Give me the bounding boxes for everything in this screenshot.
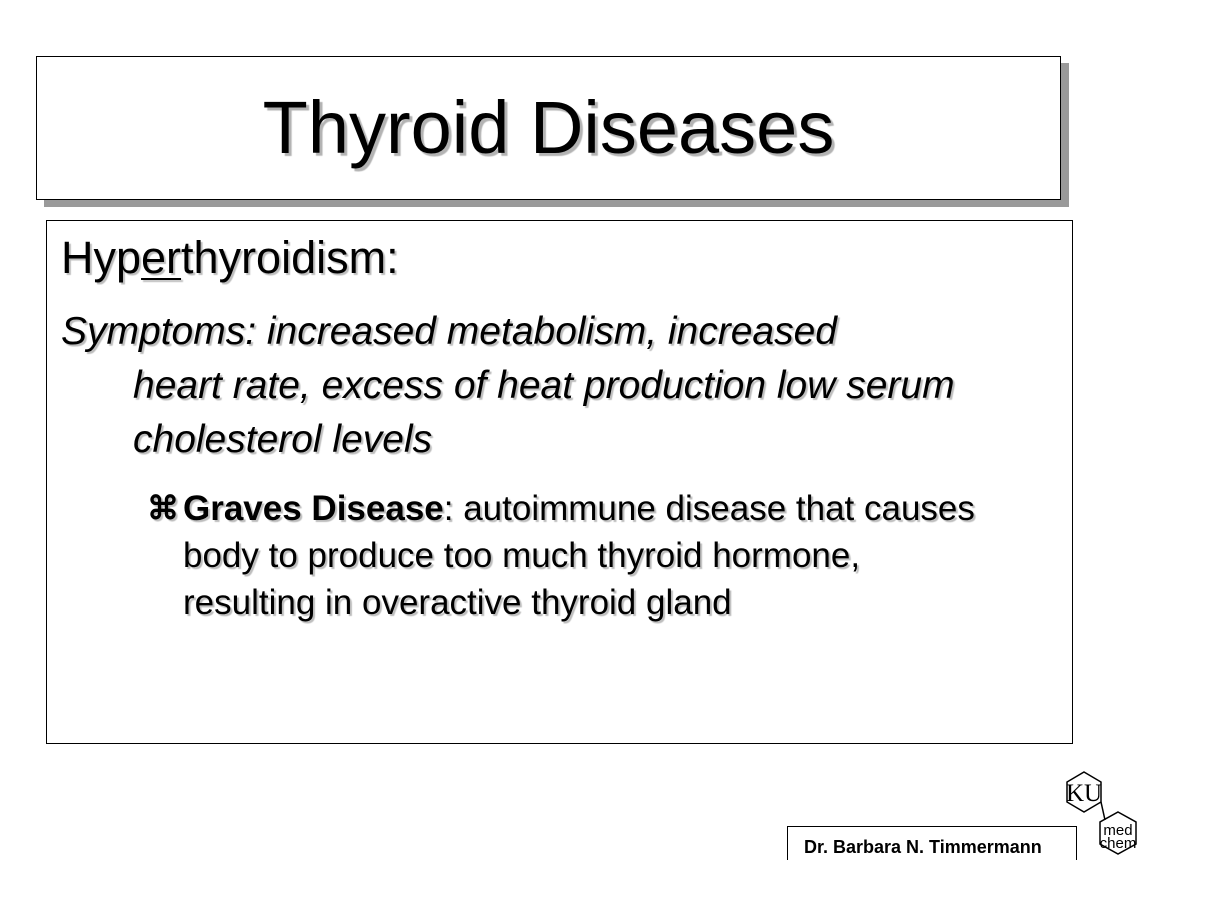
content-box	[46, 220, 1073, 744]
title-box	[36, 56, 1061, 200]
bullet-line-1-rest: : autoimmune disease that causes	[443, 489, 975, 528]
symptoms-line-2: heart rate, excess of heat production low serum	[133, 364, 955, 407]
heading-part-pre: Hyp	[61, 232, 142, 283]
ku-medchem-logo	[1060, 769, 1142, 861]
heading-part-underlined: er	[141, 232, 182, 283]
bullet-line-2: body to produce too much thyroid hormone,	[183, 536, 861, 575]
footer-author: Dr. Barbara N. Timmermann	[804, 837, 1042, 857]
command-bullet-icon: ⌘	[147, 490, 179, 526]
bullet-text	[183, 485, 975, 626]
symptoms-line-3: cholesterol levels	[133, 418, 433, 461]
section-heading	[61, 232, 399, 283]
heading-part-post: thyroidism:	[181, 232, 399, 283]
logo-bottom-line1: med	[1103, 822, 1133, 839]
logo-top-text: KU	[1065, 780, 1103, 807]
symptoms-line-1: Symptoms: increased metabolism, increased	[61, 310, 837, 353]
footer-box	[787, 826, 1077, 860]
slide-title: Thyroid Diseases	[262, 86, 835, 169]
logo-bottom-line2: chem	[1099, 835, 1137, 852]
symptoms-paragraph	[61, 305, 1101, 467]
bullet-term: Graves Disease	[183, 489, 444, 528]
bullet-line-1	[183, 485, 975, 532]
bullet-line-3: resulting in overactive thyroid gland	[183, 583, 732, 622]
